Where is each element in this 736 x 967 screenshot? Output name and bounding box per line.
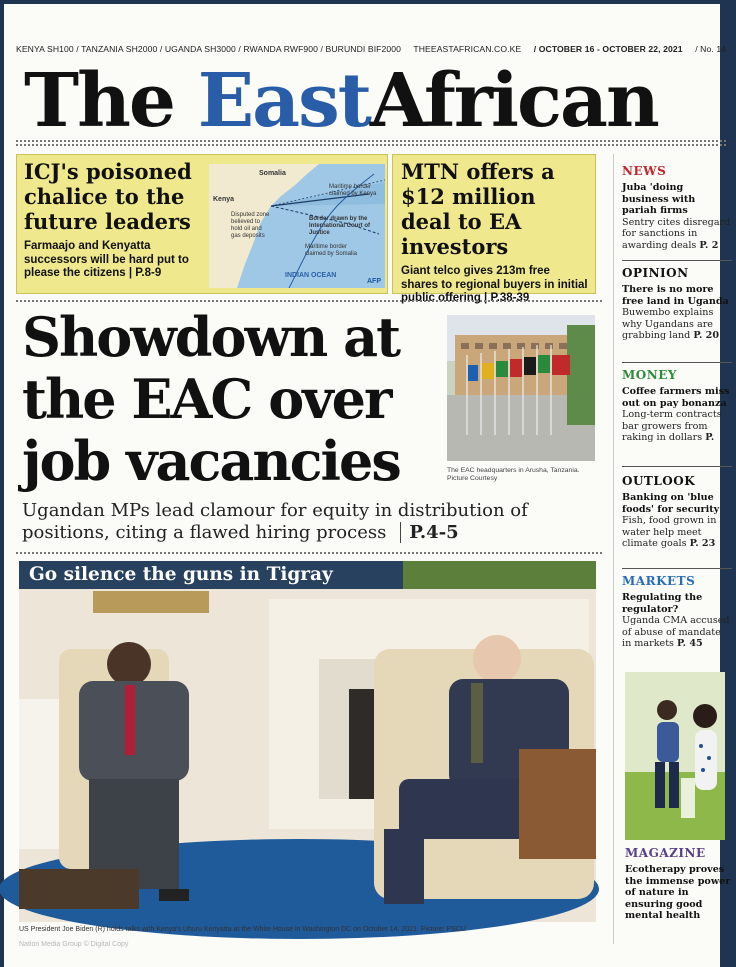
- map-credit: AFP: [367, 278, 381, 285]
- icj-page: P.8-9: [135, 267, 162, 279]
- sidebar-rule-1: [622, 260, 732, 261]
- map-label-icj-border: Border drawn by the International Court of Justice: [309, 216, 370, 236]
- map-label-ocean: INDIAN OCEAN: [285, 272, 337, 279]
- money-teaser-body: Long-term contracts bar growers from raking in dollars P.: [622, 409, 722, 443]
- masthead-divider-2: [16, 144, 726, 149]
- magazine-teaser-title: Ecotherapy proves the immense power of nature in ensuring good mental health: [625, 864, 731, 921]
- icj-headline: ICJ's poisoned chalice to the future leaders: [24, 159, 192, 234]
- map-label-kenya: Kenya: [213, 196, 235, 203]
- eac-photo-credit: Picture Courtesy: [447, 475, 498, 482]
- markets-teaser-body: Uganda CMA accused of abuse of mandate in markets P. 45: [622, 615, 730, 649]
- issue-date: / OCTOBER 16 - OCTOBER 22, 2021: [533, 44, 683, 54]
- tigray-photo-credit: Picture: PSCU: [420, 926, 466, 933]
- maritime-border-map: [209, 164, 385, 288]
- masthead-east: East: [197, 58, 370, 144]
- website[interactable]: THEEASTAFRICAN.CO.KE: [413, 44, 522, 54]
- children-photo-graphic: [625, 672, 725, 840]
- eac-photo-graphic: [447, 315, 595, 461]
- outlook-page: P. 23: [689, 538, 716, 549]
- news-heading: NEWS: [622, 164, 667, 178]
- icj-summary: Farmaajo and Kenyatta successors will be hard put to please the citizens | P.8-9: [24, 240, 189, 279]
- markets-page: P. 45: [677, 638, 703, 649]
- lead-page: P.4-5: [400, 522, 458, 543]
- outlook-teaser-body: Fish, food grown in water help meet climate goals P. 23: [622, 515, 717, 549]
- opinion-teaser-body: Buwembo explains why Ugandans are grabbing land P. 20: [622, 307, 719, 341]
- outlook-teaser-title: Banking on 'blue foods' for security: [622, 492, 720, 515]
- masthead-african: African: [369, 58, 658, 144]
- sidebar-outlook[interactable]: [622, 474, 732, 550]
- money-page: P.: [705, 432, 715, 443]
- map-label-disputed: Disputed zone believed to hold oil and gas deposits: [231, 212, 270, 239]
- news-teaser-body: Sentry cites disregard for sanctions in awarding deals P. 2: [622, 216, 731, 251]
- tigray-divider: [16, 552, 602, 557]
- masthead-logo: [24, 58, 724, 144]
- money-teaser-title: Coffee farmers miss out on pay bonanza: [622, 386, 730, 409]
- magazine-heading: MAGAZINE: [625, 846, 706, 860]
- biden-kenyatta-photo: [19, 589, 596, 922]
- oval-office-graphic: [19, 589, 596, 922]
- eac-headquarters-photo: [447, 315, 595, 461]
- regional-prices: KENYA SH100 / TANZANIA SH2000 / UGANDA SH3000 / RWANDA RWF900 / BURUNDI BIF2000: [16, 44, 402, 54]
- sidebar-markets[interactable]: [622, 574, 732, 650]
- tigray-headline[interactable]: Go silence the guns in Tigray: [19, 561, 403, 589]
- sidebar-rule-4: [622, 568, 732, 569]
- foliage-strip: [403, 561, 596, 589]
- icj-teaser[interactable]: [24, 159, 204, 281]
- opinion-heading: OPINION: [622, 266, 689, 280]
- sidebar-rule-2: [622, 362, 732, 363]
- masthead-the: The: [24, 58, 198, 144]
- opinion-teaser-title: There is no more free land in Uganda: [622, 284, 729, 307]
- outlook-heading: OUTLOOK: [622, 474, 696, 488]
- markets-teaser-title: Regulating the regulator?: [622, 592, 703, 615]
- sidebar-opinion[interactable]: [622, 266, 732, 342]
- news-teaser-title: Juba 'doing business with pariah firms: [622, 182, 696, 216]
- newspaper-front-page: [4, 4, 731, 967]
- map-label-somalia: Somalia: [259, 170, 286, 177]
- eac-photo-caption: The EAC headquarters in Arusha, Tanzania. Picture Courtesy: [447, 467, 580, 482]
- mtn-summary: Giant telco gives 213m free shares to regional buyers in initial public offering | P.38-39: [401, 265, 588, 304]
- sidebar-divider: [613, 154, 614, 944]
- copy-watermark: Nation Media Group © Digital Copy: [19, 941, 129, 948]
- lead-subhead: Ugandan MPs lead clamour for equity in distribution of positions, citing a flawed hiring process P.4-5: [22, 500, 528, 543]
- tigray-photo-caption: US President Joe Biden (R) holds talks with Kenya's Uhuru Kenyatta at the White House in Washington DC on October 14, 2021. Picture: PSCU: [19, 926, 466, 933]
- sidebar-news[interactable]: [622, 164, 732, 251]
- map-label-somalia-border: Maritime border claimed by Somalia: [305, 244, 358, 257]
- opinion-page: P. 20: [693, 330, 719, 341]
- sidebar-money[interactable]: [622, 368, 732, 444]
- sidebar-rule-3: [622, 466, 732, 467]
- news-page: P. 2: [699, 239, 719, 251]
- lead-headline[interactable]: Showdown at the EAC over job vacancies: [22, 305, 400, 493]
- sidebar-magazine[interactable]: [625, 846, 735, 922]
- issue-number: / No. 14: [695, 44, 727, 54]
- mtn-headline: MTN offers a $12 million deal to EA investors: [401, 159, 555, 259]
- money-heading: MONEY: [622, 368, 677, 382]
- mtn-page: P.38-39: [490, 292, 530, 304]
- markets-heading: MARKETS: [622, 574, 696, 588]
- mtn-teaser[interactable]: [401, 159, 589, 306]
- map-label-kenya-border: Maritime border claimed by Kenya: [329, 184, 377, 197]
- children-playing-photo: [625, 672, 725, 840]
